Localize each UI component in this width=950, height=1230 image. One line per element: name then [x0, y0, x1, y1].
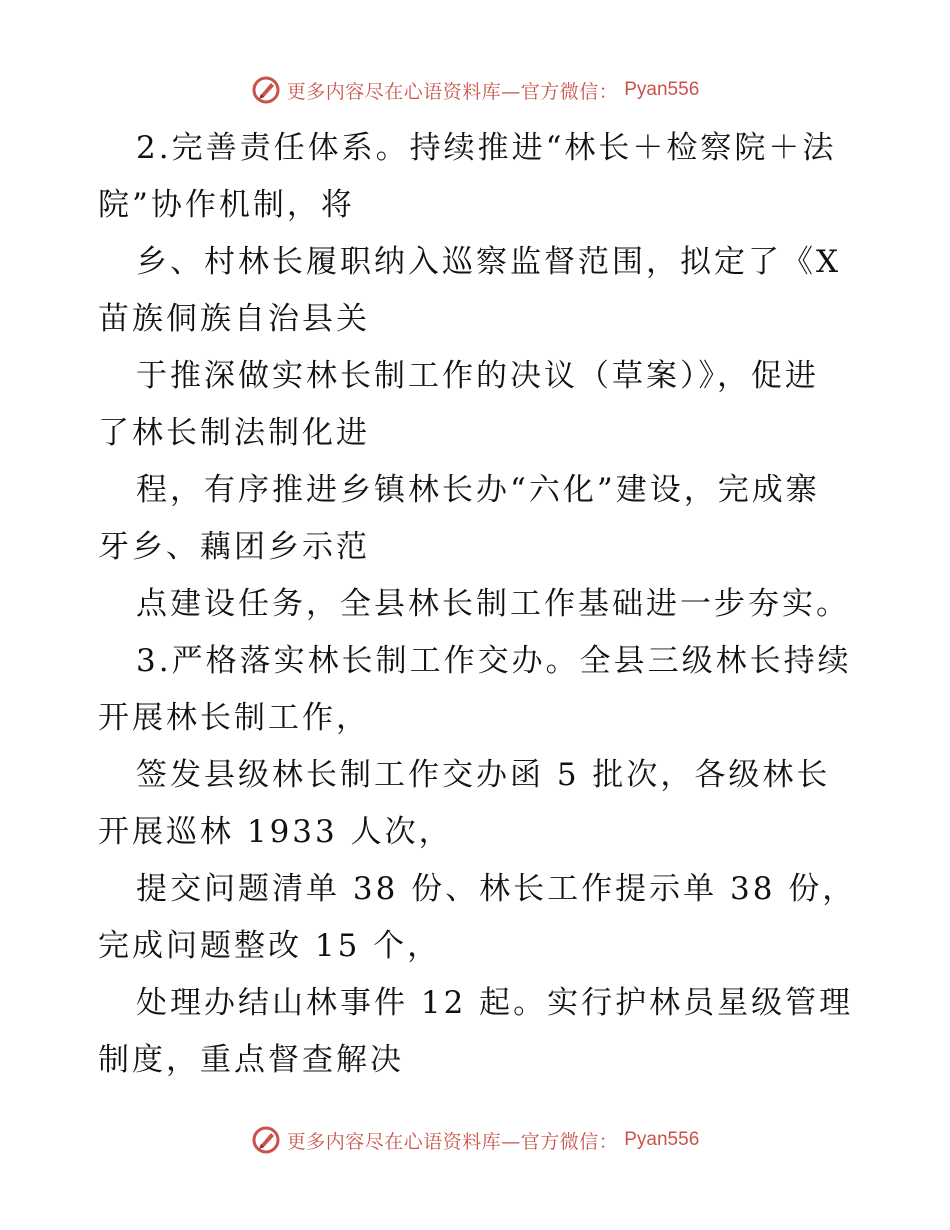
- text-line: 提交问题清单 38 份、林长工作提示单 38 份，: [136, 871, 857, 907]
- pen-logo-icon: [251, 75, 281, 105]
- document-body: [98, 120, 858, 1089]
- header-watermark: [0, 72, 950, 108]
- text-line: 点建设任务，全县林长制工作基础进一步夯实。: [136, 586, 850, 622]
- text-line: 完成问题整改 15 个，: [98, 928, 442, 964]
- watermark-text: 更多内容尽在心语资料库—官方微信：: [286, 1130, 619, 1153]
- text-line: 3.严格落实林长制工作交办。全县三级林长持续: [136, 643, 852, 679]
- text-line: 开展巡林 1933 人次，: [98, 814, 453, 850]
- text-line: 制度，重点督查解决: [98, 1042, 404, 1078]
- text-line: 2.完善责任体系。持续推进“林长＋检察院＋法: [136, 130, 837, 166]
- watermark-id: Pyan556: [624, 79, 700, 100]
- watermark-text: 更多内容尽在心语资料库—官方微信：: [286, 80, 619, 103]
- footer-watermark: [0, 1122, 950, 1158]
- text-line: 开展林长制工作，: [98, 700, 370, 736]
- text-line: 院”协作机制，将: [98, 187, 355, 223]
- text-line: 程，有序推进乡镇林长办“六化”建设，完成寨: [136, 472, 820, 508]
- text-line: 牙乡、藕团乡示范: [98, 529, 370, 565]
- watermark-id: Pyan556: [624, 1129, 700, 1150]
- text-line: 于推深做实林长制工作的决议（草案）》，促进: [136, 358, 819, 394]
- text-line: 乡、村林长履职纳入巡察监督范围，拟定了《X: [136, 244, 842, 280]
- text-line: 了林长制法制化进: [98, 415, 370, 451]
- pen-logo-icon: [251, 1125, 281, 1155]
- text-line: 处理办结山林事件 12 起。实行护林员星级管理: [136, 985, 854, 1021]
- text-line: 签发县级林长制工作交办函 5 批次，各级林长: [136, 757, 831, 793]
- text-line: 苗族侗族自治县关: [98, 301, 370, 337]
